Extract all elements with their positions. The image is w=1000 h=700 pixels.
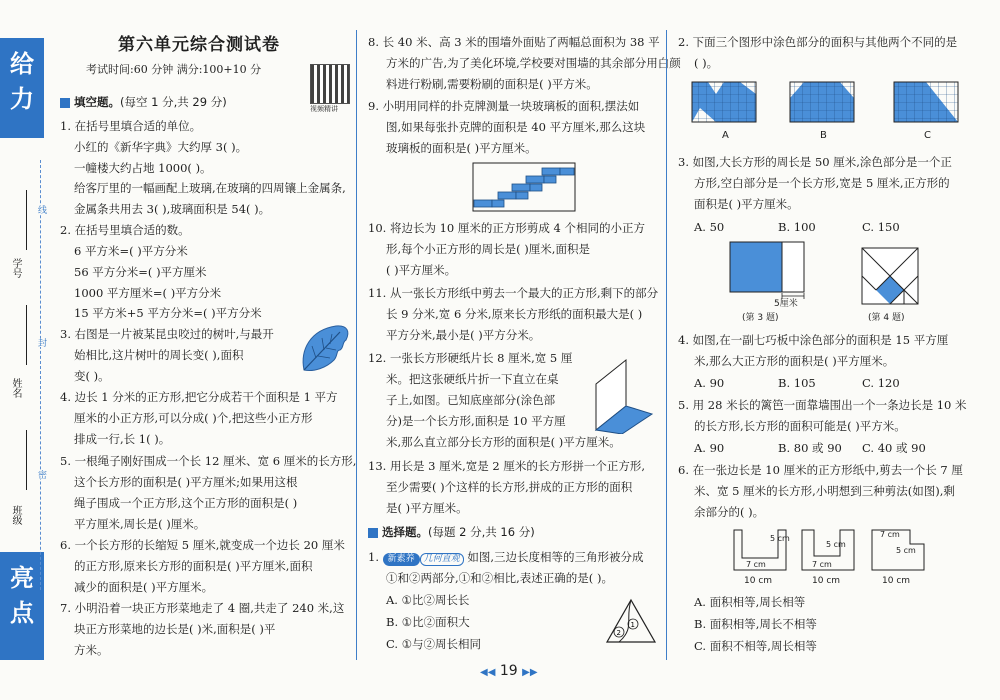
- binding-tag-3: 密: [36, 470, 46, 479]
- c3-line1: 3. 如图,大长方形的周长是 50 厘米,涂色部分是一个正: [678, 155, 952, 169]
- section-choice: 选择题。(每题 2 分,共 16 分): [368, 524, 535, 540]
- q13-line2: 至少需要( )个这样的长方形,拼成的正方形的面积: [386, 480, 633, 494]
- brand-text-top: 给力: [10, 50, 34, 113]
- q10-line1: 10. 将边长为 10 厘米的正方形剪成 4 个相同的小正方: [368, 221, 646, 235]
- page-title: 第六单元综合测试卷: [118, 35, 280, 55]
- q7-line2: 块正方形菜地的边长是( )米,面积是( )平: [74, 622, 276, 636]
- q11-line3: 平方分米,最小是( )平方分米。: [386, 328, 541, 342]
- c6-dim-a-5: 5 cm: [770, 534, 790, 543]
- brand-text-bottom: 亮点: [10, 564, 34, 627]
- prev-arrow-icon[interactable]: ◀◀: [480, 667, 496, 678]
- q9-line2: 图,如果每张扑克牌的面积是 40 平方厘米,那么这块: [386, 120, 646, 134]
- q2-line2: 6 平方米=( )平方分米: [74, 244, 188, 258]
- q6-line1: 6. 一个长方形的长缩短 5 厘米,就变成一个边长 20 厘米: [60, 538, 345, 552]
- c1-option-b: B. ①比②面积大: [386, 615, 470, 629]
- brand-strip-bottom: [0, 552, 44, 660]
- q1-line3: 一幢楼大约占地 1000( )。: [74, 161, 212, 175]
- c1-option-a: A. ①比②周长长: [386, 593, 470, 607]
- c5-option-a: A. 90: [694, 441, 725, 455]
- q2-line1: 2. 在括号里填合适的数。: [60, 223, 190, 237]
- q12-line3: 子上,如图。已知底座部分(涂色部: [386, 393, 556, 407]
- section-fill-blank: 填空题。(每空 1 分,共 29 分): [60, 94, 227, 110]
- c4-option-b: B. 105: [778, 376, 816, 390]
- q1-line1: 1. 在括号里填合适的单位。: [60, 119, 202, 133]
- q8-line1: 8. 长 40 米、高 3 米的围墙外面贴了两幅总面积为 38 平: [368, 35, 660, 49]
- c6-line3: 余部分的( )。: [694, 505, 765, 519]
- c6-dim-a-10: 10 cm: [744, 576, 773, 586]
- folded-card-figure: [586, 354, 656, 434]
- c6-line1: 6. 在一张边长是 10 厘米的正方形纸中,剪去一个长 7 厘: [678, 463, 963, 477]
- q4-line1: 4. 边长 1 分米的正方形,把它分成若干个面积是 1 平方: [60, 390, 338, 404]
- q8-line3: 料进行粉刷,需要粉刷的面积是( )平方米。: [386, 77, 598, 91]
- c1-line2: ①和②两部分,①和②相比,表述正确的是( )。: [386, 571, 613, 585]
- c2-line2: ( )。: [694, 56, 719, 70]
- q12-line1: 12. 一张长方形硬纸片长 8 厘米,宽 5 厘: [368, 351, 573, 365]
- c4-line2: 米,那么大正方形的面积是( )平方厘米。: [694, 354, 895, 368]
- qr-label: 视频精讲: [310, 105, 338, 113]
- class-label: 班级: [10, 505, 21, 525]
- c1-line1: 1. 新素养 几何直观 如图,三边长度相等的三角形被分成: [368, 550, 644, 564]
- q9-line1: 9. 小明用同样的扑克牌测量一块玻璃板的面积,摆法如: [368, 99, 640, 113]
- column-divider-2: [666, 30, 667, 660]
- binding-tag-1: 线: [36, 205, 46, 214]
- c3-caption: (第 3 题): [742, 313, 779, 323]
- q12-line5: 米,那么直立部分长方形的面积是( )平方厘米。: [386, 435, 621, 449]
- q3-line3: 变( )。: [74, 369, 110, 383]
- c3-line3: 面积是( )平方厘米。: [694, 197, 799, 211]
- c6-dim-b-7: 7 cm: [812, 560, 832, 569]
- playing-card-stair-figure: [472, 162, 576, 212]
- literacy-tag: 新素养: [383, 553, 420, 566]
- c6-line2: 米、宽 5 厘米的长方形,小明想到三种剪法(如图),剩: [694, 484, 955, 498]
- c6-dim-c-5: 5 cm: [896, 546, 916, 555]
- q7-line1: 7. 小明沿着一块正方形菜地走了 4 圈,共走了 240 米,这: [60, 601, 345, 615]
- c4-line1: 4. 如图,在一副七巧板中涂色部分的面积是 15 平方厘: [678, 333, 949, 347]
- q13-line1: 13. 用长是 3 厘米,宽是 2 厘米的长方形拼一个正方形,: [368, 459, 646, 473]
- c5-line2: 的长方形,长方形的面积可能是( )平方米。: [694, 419, 906, 433]
- grid-shapes-figure: [690, 78, 970, 134]
- q13-line3: 是( )平方厘米。: [386, 501, 468, 515]
- name-label: 姓名: [10, 378, 21, 398]
- q2-line5: 15 平方米+5 平方分米=( )平方分米: [74, 306, 262, 320]
- q11-line1: 11. 从一张长方形纸中剪去一个最大的正方形,剩下的部分: [368, 286, 659, 300]
- triangle-figure: [605, 598, 657, 644]
- q10-line3: ( )平方厘米。: [386, 263, 457, 277]
- svg-text:1: 1: [630, 621, 635, 629]
- q4-line3: 排成一行,长 1( )。: [74, 432, 171, 446]
- c2-label-b: B: [820, 130, 827, 141]
- q12-line4: 分)是一个长方形,面积是 10 平方厘: [386, 414, 566, 428]
- q12-line2: 米。把这张硬纸片折一下直立在桌: [386, 372, 559, 386]
- q8-line2: 方米的广告,为了美化环境,学校要对围墙的其余部分用白颜: [386, 56, 681, 70]
- brand-strip-top: [0, 38, 44, 138]
- binding-tag-2: 封: [36, 338, 46, 347]
- q2-line3: 56 平方分米=( )平方厘米: [74, 265, 207, 279]
- c3-line2: 方形,空白部分是一个长方形,宽是 5 厘米,正方形的: [694, 176, 950, 190]
- c5-option-c: C. 40 或 90: [862, 441, 926, 455]
- c1-option-c: C. ①与②周长相同: [386, 637, 482, 651]
- student-id-label: 学号: [10, 258, 21, 278]
- class-field[interactable]: [26, 430, 27, 490]
- c6-dim-a-7: 7 cm: [746, 560, 766, 569]
- q5-line1: 5. 一根绳子刚好围成一个长 12 厘米、宽 6 厘米的长方形,: [60, 454, 357, 468]
- c6-option-c: C. 面积不相等,周长相等: [694, 639, 817, 653]
- c4-option-c: C. 120: [862, 376, 900, 390]
- q6-line2: 的正方形,原来长方形的面积是( )平方厘米,面积: [74, 559, 313, 573]
- q3-line2: 始相比,这片树叶的周长变( ),面积: [74, 348, 244, 362]
- c5-line1: 5. 用 28 米长的篱笆一面靠墙围出一个一条边长是 10 米: [678, 398, 967, 412]
- c2-line1: 2. 下面三个图形中涂色部分的面积与其他两个不同的是: [678, 35, 958, 49]
- qr-code-icon[interactable]: [310, 64, 350, 104]
- next-arrow-icon[interactable]: ▶▶: [522, 667, 538, 678]
- c2-label-a: A: [722, 130, 729, 141]
- svg-text:2: 2: [616, 629, 621, 637]
- q1-line5: 金属条共用去 3( ),玻璃面积是 54( )。: [74, 202, 271, 216]
- column-divider-1: [356, 30, 357, 660]
- q6-line3: 减少的面积是( )平方厘米。: [74, 580, 214, 594]
- q7-line3: 方米。: [74, 643, 109, 657]
- page-number: ◀◀ 19 ▶▶: [480, 663, 538, 679]
- c6-dim-c-10: 10 cm: [882, 576, 911, 586]
- c3-option-c: C. 150: [862, 220, 900, 234]
- q5-line2: 这个长方形的面积是( )平方厘米;如果用这根: [74, 475, 298, 489]
- q1-line2: 小红的《新华字典》大约厚 3( )。: [74, 140, 248, 154]
- c6-dim-c-7: 7 cm: [880, 530, 900, 539]
- c3-option-a: A. 50: [694, 220, 725, 234]
- q2-line4: 1000 平方厘米=( )平方分米: [74, 286, 222, 300]
- c2-label-c: C: [924, 130, 931, 141]
- c6-dim-b-10: 10 cm: [812, 576, 841, 586]
- student-id-field[interactable]: [26, 190, 27, 250]
- c4-option-a: A. 90: [694, 376, 725, 390]
- q11-line2: 长 9 分米,宽 6 分米,原来长方形纸的面积最大是( ): [386, 307, 643, 321]
- q3-line1: 3. 右图是一片被某昆虫咬过的树叶,与最开: [60, 327, 274, 341]
- q10-line2: 形,每个小正方形的周长是( )厘米,面积是: [386, 242, 590, 256]
- leaf-figure: [296, 320, 352, 376]
- binding-dashed-line: [40, 160, 41, 590]
- tangram-figure: [860, 246, 920, 306]
- c5-option-b: B. 80 或 90: [778, 441, 842, 455]
- name-field[interactable]: [26, 305, 27, 365]
- c6-dim-b-5: 5 cm: [826, 540, 846, 549]
- c3-option-b: B. 100: [778, 220, 816, 234]
- q4-line2: 厘米的小正方形,可以分成( )个,把这些小正方形: [74, 411, 313, 425]
- c6-option-b: B. 面积相等,周长不相等: [694, 617, 817, 631]
- geometry-tag: 几何直观: [420, 553, 464, 566]
- q9-line3: 玻璃板的面积是( )平方厘米。: [386, 141, 537, 155]
- c6-option-a: A. 面积相等,周长相等: [694, 595, 806, 609]
- c3-dim: 5厘米: [774, 299, 798, 309]
- q5-line3: 绳子围成一个正方形,这个正方形的面积是( ): [74, 496, 298, 510]
- q5-line4: 平方厘米,周长是( )厘米。: [74, 517, 206, 531]
- q1-line4: 给客厅里的一幅画配上玻璃,在玻璃的四周镶上金属条,: [74, 181, 346, 195]
- c4-caption: (第 4 题): [868, 313, 905, 323]
- exam-info: 考试时间:60 分钟 满分:100+10 分: [86, 63, 262, 76]
- rectangle-square-figure: [728, 240, 808, 304]
